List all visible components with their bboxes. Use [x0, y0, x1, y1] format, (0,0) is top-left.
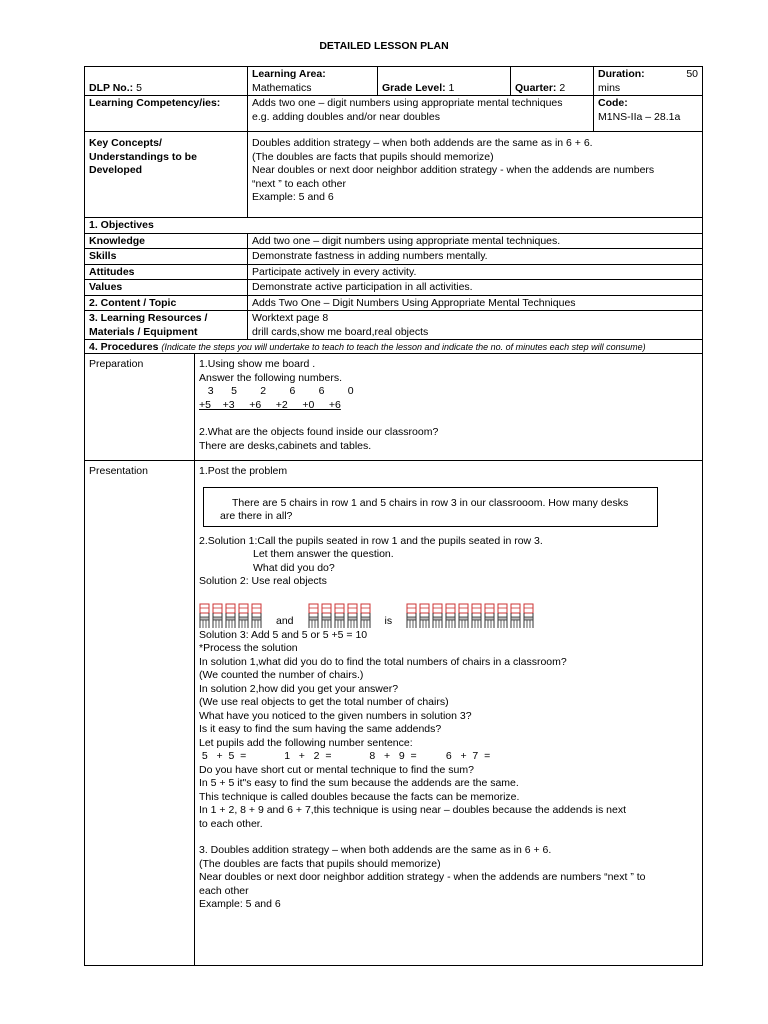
problem-box: There are 5 chairs in row 1 and 5 chairs in row 3 in our classrooom. How many desks are there in all? [203, 487, 658, 527]
chair-icon [199, 603, 210, 629]
chair-icon [406, 603, 417, 629]
objectives-heading: 1. Objectives [85, 218, 703, 234]
chair-group-5b [308, 603, 371, 629]
drill-tops: 3 5 2 6 6 0 [199, 385, 354, 397]
chair-icon [308, 603, 319, 629]
dlp-cell: DLP No.: 5 [85, 67, 248, 96]
knowledge-text: Add two one – digit numbers using appropriate mental techniques. [248, 233, 703, 249]
chair-group-10 [406, 603, 534, 629]
procedures-row [85, 340, 703, 354]
presentation-label: Presentation [85, 461, 195, 966]
resources-row [85, 311, 703, 340]
code-value: M1NS-IIa – 28.1a [598, 110, 681, 123]
preparation-content: 1.Using show me board . Answer the following numbers. 3 5 2 6 6 0 +5 +3 +6 +2 +0 +6 2.What are the objects found inside our classroom? There are desks,cabinets and tables. [195, 354, 703, 461]
values-row: Values Demonstrate active participation in all activities. [85, 280, 703, 296]
competency-label: Learning Competency/ies: [85, 96, 248, 132]
grade-value: 1 [448, 81, 455, 94]
preparation-row [85, 354, 703, 461]
chair-icon [347, 603, 358, 629]
content-text: Adds Two One – Digit Numbers Using Appropriate Mental Techniques [248, 295, 703, 311]
key-concepts-row [85, 132, 703, 218]
dlp-value: 5 [136, 81, 142, 94]
drill-bottoms: +5 +3 +6 +2 +0 +6 [199, 398, 341, 411]
objectives-heading-row [85, 218, 703, 234]
duration-value: 50 [686, 68, 698, 80]
code-cell: Code: M1NS-IIa – 28.1a [594, 96, 703, 132]
quarter-cell: Quarter: 2 [511, 67, 594, 96]
lesson-plan-table [84, 66, 703, 966]
values-text: Demonstrate active participation in all activities. [248, 280, 703, 296]
chair-icon [212, 603, 223, 629]
page-title: DETAILED LESSON PLAN [319, 40, 449, 52]
resources-label: 3. Learning Resources / Materials / Equipment [85, 311, 248, 340]
chair-icon [523, 603, 534, 629]
key-concepts-label: Key Concepts/ Understandings to be Developed [85, 132, 248, 218]
chairs-illustration [199, 597, 698, 629]
duration-cell: Duration: 50 mins [594, 67, 703, 96]
chair-icon [510, 603, 521, 629]
chair-icon [432, 603, 443, 629]
attitudes-row: Attitudes Participate actively in every activity. [85, 264, 703, 280]
chair-icon [471, 603, 482, 629]
chair-icon [484, 603, 495, 629]
chair-icon [419, 603, 430, 629]
preparation-label: Preparation [85, 354, 195, 461]
chair-icon [238, 603, 249, 629]
learning-area-value: Mathematics [252, 81, 312, 94]
resources-text: Worktext page 8 drill cards,show me board,real objects [248, 311, 703, 340]
quarter-value: 2 [559, 81, 566, 94]
knowledge-row: Knowledge Add two one – digit numbers using appropriate mental techniques. [85, 233, 703, 249]
competency-row [85, 96, 703, 132]
learning-area-cell: Learning Area: Mathematics [248, 67, 378, 96]
header-row [85, 67, 703, 96]
grade-cell: Grade Level: 1 [378, 67, 511, 96]
chair-icon [251, 603, 262, 629]
procedures-heading: 4. Procedures (Indicate the steps you will undertake to teach to teach the lesson and indicate the no. of minutes each step will consume) [85, 340, 703, 354]
chair-icon [458, 603, 469, 629]
is-word: is [384, 615, 393, 627]
content-row: 2. Content / Topic Adds Two One – Digit Numbers Using Appropriate Mental Techniques [85, 295, 703, 311]
key-concepts-text: Doubles addition strategy – when both addends are the same as in 6 + 6. (The doubles are facts that pupils should memorize) Near doubles or next door neighbor addition strategy - when the addends are numbers “next ” to each other Example: 5 and 6 [248, 132, 703, 218]
skills-row: Skills Demonstrate fastness in adding numbers mentally. [85, 249, 703, 265]
chair-icon [360, 603, 371, 629]
number-sentences: 5 + 5 = 1 + 2 = 8 + 9 = 6 + 7 = [199, 750, 491, 762]
competency-text: Adds two one – digit numbers using appropriate mental techniques e.g. adding doubles and/or near doubles [248, 96, 594, 132]
chair-icon [445, 603, 456, 629]
chair-icon [321, 603, 332, 629]
and-word: and [276, 615, 294, 627]
chair-icon [334, 603, 345, 629]
attitudes-text: Participate actively in every activity. [248, 264, 703, 280]
chair-group-5a [199, 603, 262, 629]
duration-unit: mins [598, 81, 621, 94]
chair-icon [225, 603, 236, 629]
presentation-row [85, 461, 703, 966]
skills-text: Demonstrate fastness in adding numbers mentally. [248, 249, 703, 265]
procedures-note: (Indicate the steps you will undertake to teach to teach the lesson and indicate the no. of minutes each step will consume) [161, 342, 646, 352]
chair-icon [497, 603, 508, 629]
presentation-content: 1.Post the problem There are 5 chairs in row 1 and 5 chairs in row 3 in our classrooom. How many desks are there in all? 2.Solution 1:Call the pupils seated in row 1 and the pupils seated in row 3. Let them answer the question. What did you do? Solution 2: Use real objects and is Solution 3: Add 5 and 5 or 5 +5 = 10 *Process the solution In solution 1,what did you do to find the total numbers of chairs in a classroom? (We counted the number of chairs.) In solution 2,how did you get your answer? (We use real objects to get the total number of chairs) What have you noticed to the given numbers in solution 3? Is it easy to find the sum having the same addends? Let pupils add the following number sentence: 5 + 5 = 1 + 2 = 8 + 9 = 6 + 7 = Do you have short cut or mental technique to find the sum? In 5 + 5 it"s easy to find the sum because the addends are the same. This technique is called doubles because the facts can be memorize. In 1 + 2, 8 + 9 and 6 + 7,this technique is using near – doubles because the addends is next to each other. 3. Doubles addition strategy – when both addends are the same as in 6 + 6. (The doubles are facts that pupils should memorize) Near doubles or next door neighbor addition strategy - when the addends are numbers “next ” to each other Example: 5 and 6 [195, 461, 703, 966]
